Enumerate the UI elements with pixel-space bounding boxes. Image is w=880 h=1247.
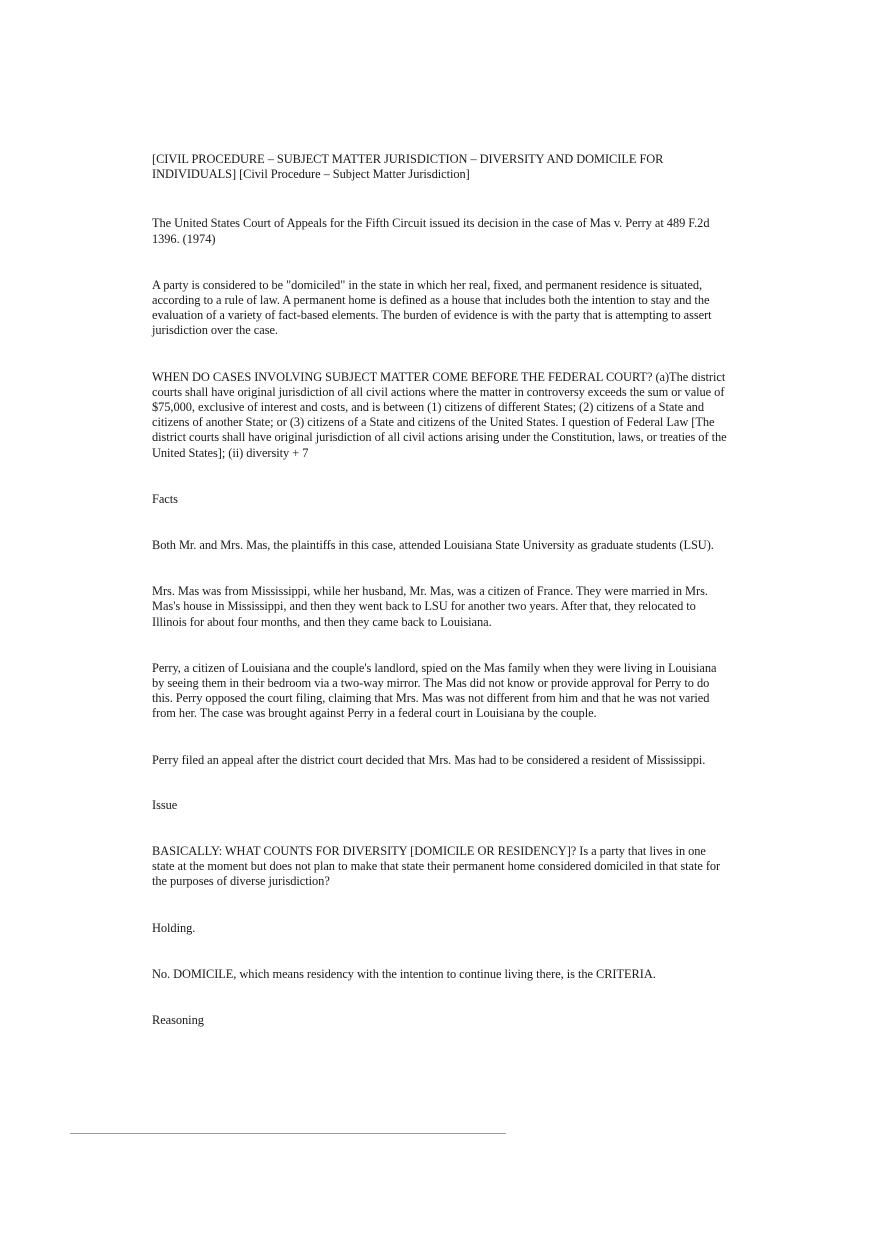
federal-court-paragraph: WHEN DO CASES INVOLVING SUBJECT MATTER COME BEFORE THE FEDERAL COURT? (a)The district courts shall have original jurisdiction of all civil actions where the matter in controversy exceeds the sum or value of $75,000, exclusive of interest and costs, and is between (1) citizens of different States; (2) citizens of a State and citizens of another State; or (3) citizens of a State and citizens of the United States. I question of Federal Law [The district courts shall have original jurisdiction of all civil actions arising under the Constitution, laws, or treaties of the United States]; (ii) diversity + 7 [152,369,727,460]
facts-paragraph-4: Perry filed an appeal after the district court decided that Mrs. Mas had to be considered a resident of Mississippi. [152,752,706,767]
domicile-definition-paragraph: A party is considered to be "domiciled" in the state in which her real, fixed, and permanent residence is situated, according to a rule of law. A permanent home is defined as a house that includes both the intention to stay and the evaluation of a variety of fact-based elements. The burden of evidence is with the party that is attempting to assert jurisdiction over the case. [152,277,712,338]
issue-paragraph: BASICALLY: WHAT COUNTS FOR DIVERSITY [DOMICILE OR RESIDENCY]? Is a party that lives in one state at the moment but does not plan to make that state their permanent home considered domiciled in that state for the purposes of diverse jurisdiction? [152,844,721,889]
document-body [152,152,730,1028]
case-citation-paragraph: The United States Court of Appeals for the Fifth Circuit issued its decision in the case of Mas v. Perry at 489 F.2d 1396. (1974) [152,216,710,246]
document-title: [CIVIL PROCEDURE – SUBJECT MATTER JURISDICTION – DIVERSITY AND DOMICILE FOR INDIVIDUALS] [Civil Procedure – Subject Matter Jurisdiction] [152,152,664,182]
facts-paragraph-2: Mrs. Mas was from Mississippi, while her husband, Mr. Mas, was a citizen of France. They were married in Mrs. Mas's house in Mississippi, and then they went back to LSU for another two years. After that, they relocated to Illinois for about four months, and then they came back to Louisiana. [152,584,708,629]
facts-heading: Facts [152,491,178,506]
facts-paragraph-1: Both Mr. and Mrs. Mas, the plaintiffs in this case, attended Louisiana State University as graduate students (LSU). [152,538,714,553]
holding-heading: Holding. [152,920,196,935]
reasoning-heading: Reasoning [152,1013,204,1028]
issue-heading: Issue [152,797,178,812]
holding-paragraph: No. DOMICILE, which means residency with the intention to continue living there, is the CRITERIA. [152,966,656,981]
footnote-separator-line [70,1133,506,1134]
facts-paragraph-3: Perry, a citizen of Louisiana and the couple's landlord, spied on the Mas family when they were living in Louisiana by seeing them in their bedroom via a two-way mirror. The Mas did not know or provide approval for Perry to do this. Perry opposed the court filing, claiming that Mrs. Mas was not different from him and that he was not varied from her. The case was brought against Perry in a federal court in Louisiana by the couple. [152,660,717,721]
